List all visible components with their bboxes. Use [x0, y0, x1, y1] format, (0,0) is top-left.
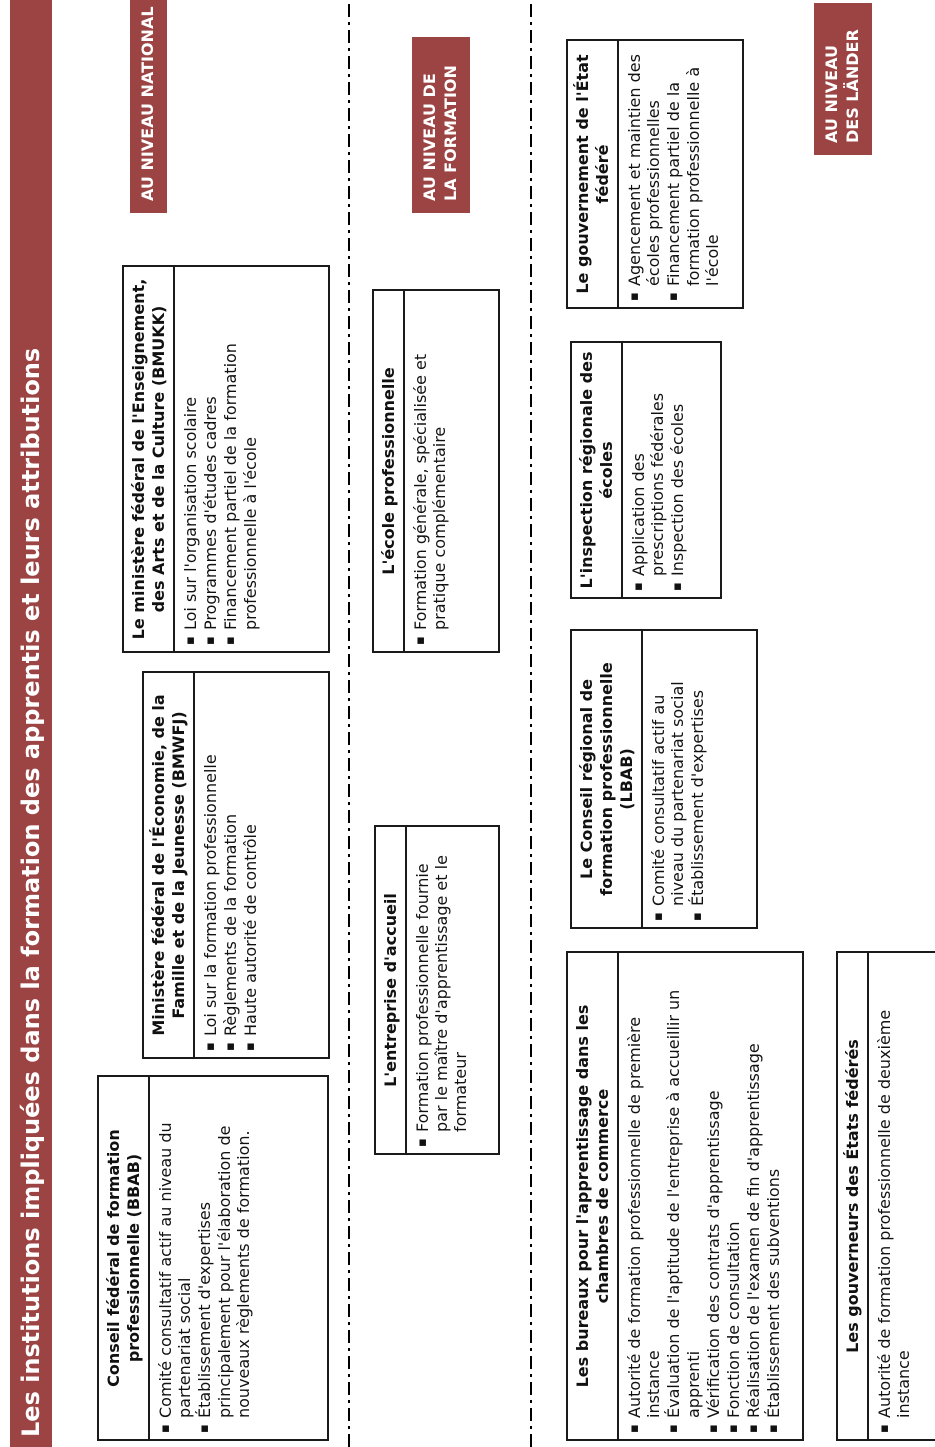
bullet-icon: ▪: [690, 912, 706, 921]
bullet-icon: ▪: [746, 1424, 762, 1433]
level-separator: [530, 0, 532, 1447]
box-lbab: [570, 629, 758, 929]
box-gouvernement-body: [619, 41, 729, 307]
bullet-icon: ▪: [627, 292, 642, 301]
level-label-formation: AU NIVEAU DE LA FORMATION: [412, 37, 470, 213]
box-inspection-title: L'inspection régionale des écoles: [572, 343, 623, 597]
bullet-text: Inspection des écoles: [668, 403, 688, 576]
list-item: [744, 961, 763, 1433]
bullet-icon: ▪: [223, 636, 239, 645]
level-label-national: AU NIVEAU NATIONAL: [130, 0, 167, 213]
bullet-text: Loi sur l'organisation scolaire: [181, 396, 200, 630]
box-entreprise-body: [407, 827, 478, 1153]
list-item: [649, 639, 687, 921]
bullet-icon: ▪: [243, 1042, 259, 1051]
list-item: [241, 681, 260, 1051]
bullet-icon: ▪: [725, 1424, 741, 1433]
level-separator: [348, 0, 350, 1447]
list-item: [688, 639, 707, 921]
bullet-icon: ▪: [670, 582, 686, 591]
box-bmwfj-body: [195, 673, 268, 1057]
bullet-text: Comité consultatif actif au niveau du partenariat social: [649, 681, 688, 906]
bullet-icon: ▪: [877, 1424, 892, 1433]
list-item: [664, 49, 722, 301]
box-bmwfj-title: Ministère fédéral de l'Économie, de la Famille et de la Jeunesse (BMWFJ): [144, 673, 195, 1057]
bullet-text: Application des prescriptions fédérales: [629, 392, 668, 576]
bullet-text: Formation générale, spécialisée et pratique complémentaire: [411, 353, 450, 630]
bullet-icon: ▪: [197, 1424, 213, 1433]
bullet-text: Loi sur la formation professionnelle: [201, 754, 220, 1036]
list-item: [201, 681, 220, 1051]
box-gouvernement: [566, 39, 744, 309]
list-item: [221, 275, 259, 645]
bullet-icon: ▪: [627, 1424, 642, 1433]
list-item: [625, 961, 663, 1433]
list-item: [668, 351, 687, 591]
box-gouvernement-title: Le gouvernement de l'État fédéré: [568, 41, 619, 307]
bullet-text: Établissement d'expertises: [688, 689, 708, 906]
bullet-icon: ▪: [666, 1424, 682, 1433]
box-ecole-body: [405, 291, 456, 651]
box-bureaux-title: Les bureaux pour l'apprentissage dans les chambres de commerce: [568, 953, 619, 1439]
list-item: [156, 1085, 194, 1433]
bullet-icon: ▪: [651, 912, 666, 921]
box-bmwfj: [142, 671, 330, 1059]
bullet-text: Établissement d'expertises principalement pour l'élaboration de nouveaux règlements de formation.: [195, 1125, 253, 1418]
bullet-icon: ▪: [705, 1424, 721, 1433]
box-gouverneurs-body: [869, 953, 920, 1439]
list-item: [724, 961, 743, 1433]
bullet-text: Haute autorité de contrôle: [241, 824, 261, 1036]
bullet-text: Programmes d'études cadres: [201, 396, 221, 630]
level-label-laender: AU NIVEAU DES LÄNDER: [814, 3, 872, 155]
bullet-text: Agencement et maintien des écoles professionnelles: [625, 54, 664, 286]
bullet-text: Autorité de formation professionnelle de deuxième instance: [875, 1009, 914, 1418]
box-bbab: [97, 1075, 329, 1441]
box-inspection: [570, 341, 722, 599]
list-item: [195, 1085, 253, 1433]
box-inspection-body: [623, 343, 695, 597]
bullet-text: Comité consultatif actif au niveau du partenariat social: [156, 1122, 195, 1418]
list-item: [411, 299, 449, 645]
bullet-icon: ▪: [183, 636, 198, 645]
bullet-icon: ▪: [631, 582, 646, 591]
box-gouverneurs-title: Les gouverneurs des États fédérés: [838, 953, 869, 1439]
box-ecole-title: L'école professionnelle: [374, 291, 405, 651]
bullet-icon: ▪: [203, 636, 219, 645]
list-item: [625, 49, 663, 301]
list-item: [221, 681, 240, 1051]
bullet-text: Financement partiel de la formation professionnelle à l'école: [221, 343, 260, 630]
list-item: [875, 961, 913, 1433]
list-item: [181, 275, 200, 645]
box-entreprise-title: L'entreprise d'accueil: [376, 827, 407, 1153]
box-bbab-body: [150, 1077, 260, 1439]
bullet-icon: ▪: [158, 1424, 173, 1433]
box-bmukk: [122, 265, 330, 653]
bullet-text: Réalisation de l'examen de fin d'apprentissage: [744, 1043, 764, 1418]
box-bureaux-body: [619, 953, 791, 1439]
bullet-text: Formation professionnelle fournie par le maître d'apprentissage et le formateur: [413, 855, 471, 1132]
list-item: [704, 961, 723, 1433]
list-item: [764, 961, 783, 1433]
bullet-text: Règlements de la formation: [221, 813, 241, 1036]
bullet-icon: ▪: [413, 636, 428, 645]
box-ecole: [372, 289, 500, 653]
box-bmukk-body: [175, 267, 267, 651]
box-lbab-title: Le Conseil régional de formation professionnelle (LBAB): [572, 631, 643, 927]
box-bmukk-title: Le ministère fédéral de l'Enseignement, des Arts et de la Culture (BMUKK): [124, 267, 175, 651]
list-item: [664, 961, 702, 1433]
list-item: [629, 351, 667, 591]
page-title: Les institutions impliquées dans la formation des apprentis et leurs attributions: [17, 347, 45, 1437]
bullet-text: Autorité de formation professionnelle de première instance: [625, 1016, 664, 1418]
bullet-icon: ▪: [415, 1138, 430, 1147]
list-item: [413, 835, 471, 1147]
bullet-text: Vérification des contrats d'apprentissage: [703, 1090, 723, 1418]
box-bureaux: [566, 951, 804, 1441]
box-gouverneurs: [836, 951, 935, 1441]
box-bbab-title: Conseil fédéral de formation professionnelle (BBAB): [99, 1077, 150, 1439]
list-item: [201, 275, 220, 645]
bullet-text: Évaluation de l'aptitude de l'entreprise à accueillir un apprenti: [664, 989, 703, 1418]
bullet-text: Fonction de consultation: [723, 1221, 743, 1418]
bullet-text: Établissement des subventions: [764, 1168, 784, 1418]
bullet-text: Financement partiel de la formation professionnelle à l'école: [664, 66, 722, 286]
bullet-icon: ▪: [766, 1424, 782, 1433]
bullet-icon: ▪: [223, 1042, 239, 1051]
box-lbab-body: [643, 631, 715, 927]
title-bar: [10, 0, 52, 1447]
bullet-icon: ▪: [666, 292, 682, 301]
bullet-icon: ▪: [203, 1042, 218, 1051]
box-entreprise: [374, 825, 500, 1155]
